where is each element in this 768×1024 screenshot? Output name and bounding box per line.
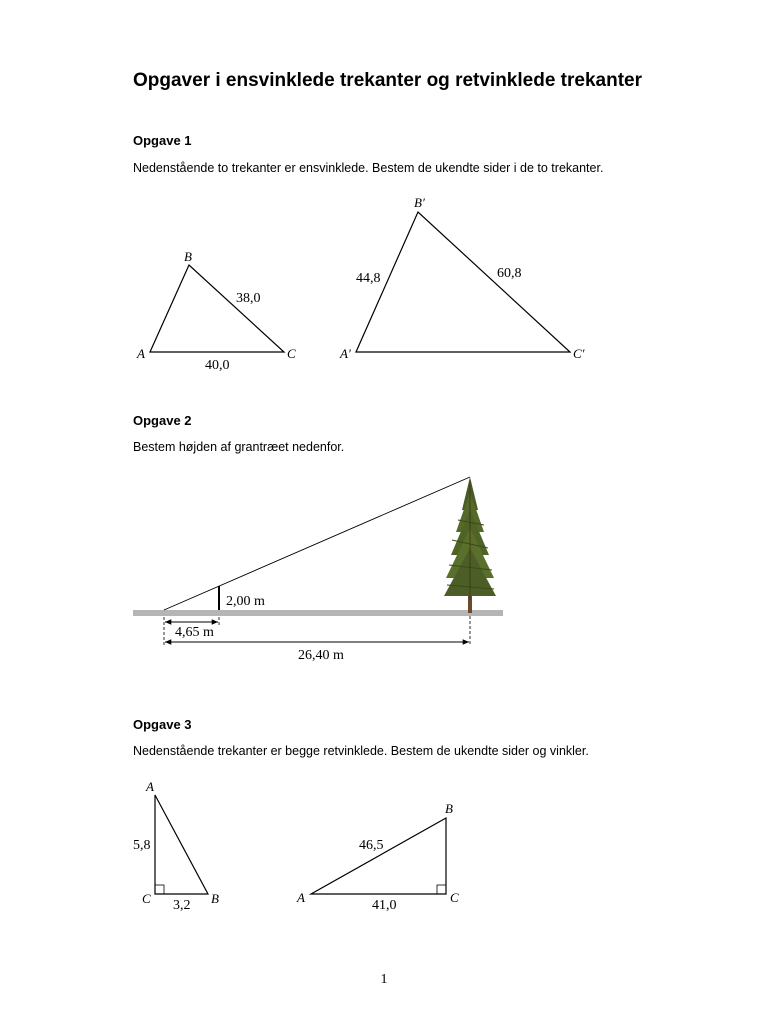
task-1-text: Nedenstående to trekanter er ensvinklede. Bestem de ukendte sider i de to trekanter. xyxy=(133,161,604,175)
right-angle-marker-2 xyxy=(437,885,446,894)
side-b-prime-c-prime-label: 60,8 xyxy=(497,266,522,281)
document-title: Opgaver i ensvinklede trekanter og retvinklede trekanter xyxy=(133,70,642,91)
t2-side-ab-label: 46,5 xyxy=(359,838,384,853)
short-distance-label: 4,65 m xyxy=(175,625,214,640)
side-ac-label: 40,0 xyxy=(205,358,230,373)
t1-vertex-a-label: A xyxy=(146,779,154,794)
right-angle-marker-1 xyxy=(155,885,164,894)
t2-vertex-c-label: C xyxy=(450,890,459,905)
t2-vertex-a-label: A xyxy=(297,890,305,905)
t2-vertex-b-label: B xyxy=(445,801,453,816)
t1-vertex-c-label: C xyxy=(142,891,151,906)
page-number: 1 xyxy=(380,972,388,987)
vertex-b-prime-label: B′ xyxy=(414,195,425,210)
task-3-text: Nedenstående trekanter er begge retvinklede. Bestem de ukendte sider og vinkler. xyxy=(133,744,589,758)
t1-vertex-b-label: B xyxy=(211,891,219,906)
task-2-text: Bestem højden af grantræet nedenfor. xyxy=(133,440,345,454)
right-triangle-1 xyxy=(155,795,208,894)
vertex-a-label: A xyxy=(137,346,145,361)
long-distance-label: 26,40 m xyxy=(298,648,344,663)
vertex-a-prime-label: A′ xyxy=(340,346,351,361)
t2-side-ac-label: 41,0 xyxy=(372,898,397,913)
t1-side-cb-label: 3,2 xyxy=(173,898,191,913)
side-bc-label: 38,0 xyxy=(236,291,261,306)
vertex-c-prime-label: C′ xyxy=(573,346,585,361)
task-3-heading: Opgave 3 xyxy=(133,717,192,732)
vertex-c-label: C xyxy=(287,346,296,361)
task-2-heading: Opgave 2 xyxy=(133,413,192,428)
t1-side-ac-label: 5,8 xyxy=(133,838,151,853)
vertex-b-label: B xyxy=(184,249,192,264)
stick-height-label: 2,00 m xyxy=(226,594,265,609)
side-a-prime-b-prime-label: 44,8 xyxy=(356,271,381,286)
task-1-heading: Opgave 1 xyxy=(133,133,192,148)
right-triangle-2 xyxy=(311,818,446,894)
